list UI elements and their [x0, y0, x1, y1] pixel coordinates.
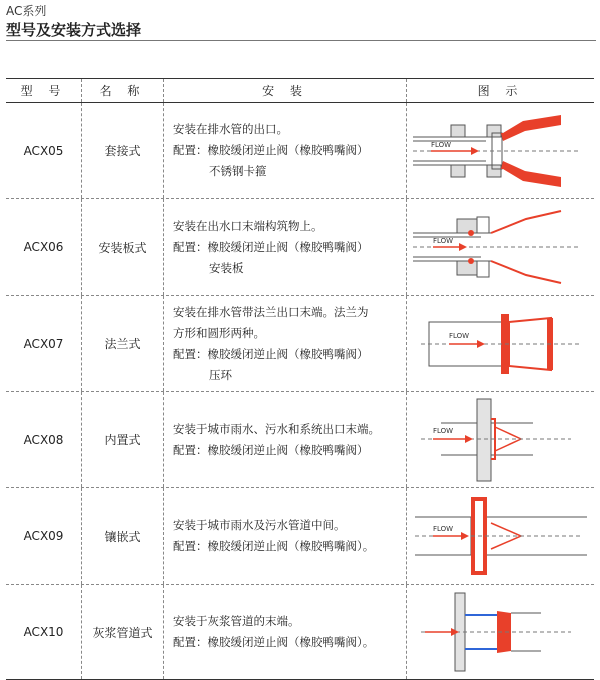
flow-label: FLOW: [430, 140, 451, 149]
table-row: [6, 392, 594, 488]
model-code: ACX08: [6, 392, 82, 487]
install-description: 安装于灰浆管道的末端。 配置：橡胶缓闭逆止阀（橡胶鸭嘴阀）。: [173, 614, 375, 649]
install-description: 安装在出水口末端构筑物上。 配置：橡胶缓闭逆止阀（橡胶鸭嘴阀） 安装板: [173, 218, 369, 275]
diagram-acx10: [411, 589, 591, 675]
product-name: 法兰式: [82, 296, 164, 391]
install-description: 安装在排水管带法兰出口末端。法兰为 方形和圆形两种。 配置：橡胶缓闭逆止阀（橡胶鸭嘴阀） 压环: [173, 304, 369, 382]
table-row: [6, 103, 594, 199]
product-name: 套接式: [82, 103, 164, 198]
flow-label: FLOW: [448, 331, 469, 340]
model-code: ACX10: [6, 585, 82, 679]
diagram-acx08: [411, 397, 591, 483]
model-code: ACX07: [6, 296, 82, 391]
flow-label: FLOW: [432, 237, 453, 245]
header-install: 安 装: [164, 79, 407, 102]
install-description: 安装于城市雨水、污水和系统出口末端。 配置：橡胶缓闭逆止阀（橡胶鸭嘴阀）: [173, 421, 380, 457]
flow-label: FLOW: [432, 426, 453, 435]
install-description: 安装在排水管的出口。 配置：橡胶缓闭逆止阀（橡胶鸭嘴阀） 不锈钢卡箍: [173, 122, 369, 178]
product-name: 内置式: [82, 392, 164, 487]
series-label: AC系列: [6, 4, 47, 18]
install-description: 安装于城市雨水及污水管道中间。 配置：橡胶缓闭逆止阀（橡胶鸭嘴阀）。: [173, 518, 375, 553]
flow-label: FLOW: [432, 525, 453, 533]
selection-table: [6, 78, 594, 680]
diagram-acx05: [411, 111, 591, 191]
diagram-acx06: [411, 207, 591, 287]
model-code: ACX05: [6, 103, 82, 198]
title-divider: [6, 40, 596, 41]
page-title: 型号及安装方式选择: [6, 21, 142, 39]
header-name: 名 称: [82, 79, 164, 102]
product-name: 镶嵌式: [82, 488, 164, 584]
product-name: 灰浆管道式: [82, 585, 164, 679]
diagram-acx09: [411, 493, 591, 579]
table-row: [6, 585, 594, 679]
table-header: [6, 79, 594, 103]
diagram-acx07: [411, 304, 591, 384]
product-name: 安装板式: [82, 199, 164, 295]
model-code: ACX06: [6, 199, 82, 295]
header-model: 型 号: [6, 79, 82, 102]
table-row: [6, 488, 594, 585]
table-row: [6, 199, 594, 296]
table-row: [6, 296, 594, 392]
header-diagram: 图 示: [477, 84, 524, 98]
model-code: ACX09: [6, 488, 82, 584]
